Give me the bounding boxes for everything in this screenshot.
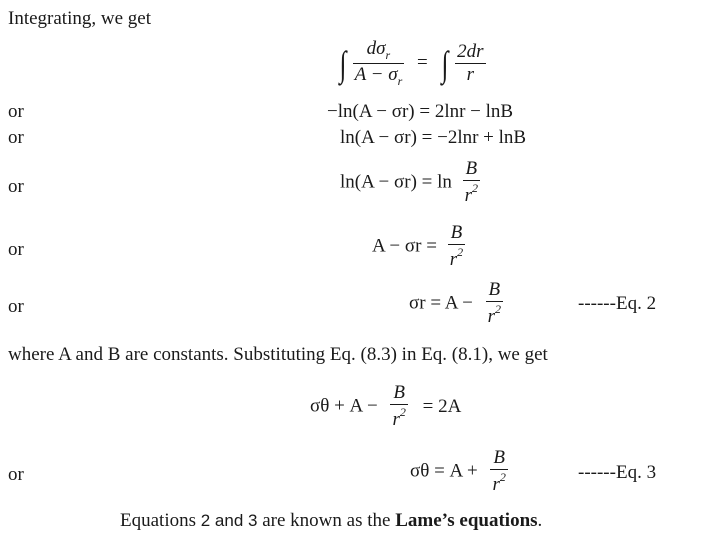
or-label-6: or — [8, 464, 24, 485]
step4-equation: A − σr = $\frac{B}{r^2}$ — [372, 222, 464, 270]
where-text: where A and B are constants. Substituting Eq. (8.3) in Eq. (8.1), we get — [8, 344, 548, 365]
step3-equation: ln(A − σr) = ln $\frac{B}{r^2}$ — [340, 158, 479, 206]
or-label-2: or — [8, 127, 24, 148]
integral-sign: ∫ — [339, 43, 347, 84]
step3-fraction: $\frac{B}{r^2}$ — [464, 158, 479, 206]
equation-numbers: 2 and 3 — [200, 511, 258, 530]
or-label-1: or — [8, 101, 24, 122]
integral-sign-2: ∫ — [441, 43, 449, 84]
eq2-tag: ------Eq. 2 — [578, 293, 657, 314]
substitution-fraction: $\frac{B}{r^2}$ — [392, 382, 406, 430]
step4-fraction: $\frac{B}{r^2}$ — [449, 222, 464, 270]
or-label-5: or — [8, 296, 24, 317]
eq3-tag: ------Eq. 3 — [578, 462, 657, 483]
or-label-3: or — [8, 176, 24, 197]
step2-equation: ln(A − σr) = −2lnr + lnB — [340, 127, 527, 148]
lame-equations-term: Lame’s equations — [395, 510, 538, 531]
substitution-equation: σθ + A − $\frac{B}{r^2}$ = 2A — [310, 382, 462, 430]
step5-fraction: $\frac{B}{r^2}$ — [487, 279, 502, 327]
intro-text: Integrating, we get — [8, 8, 151, 29]
step1-equation: −ln(A − σr) = 2lnr − lnB — [327, 101, 514, 122]
final-equation: σθ = A + $\frac{B}{r^2}$ — [410, 447, 506, 495]
conclusion-text: Equations 2 and 3 are known as the Lame’s equations. — [120, 510, 543, 531]
or-label-4: or — [8, 239, 24, 260]
integral-rhs-fraction: $\frac{2dr}{r}$ — [457, 41, 484, 85]
integral-lhs-fraction: $\frac{d\sigma_r}{A - \sigma_r}$ — [354, 38, 403, 88]
final-fraction: $\frac{B}{r^2}$ — [492, 447, 506, 495]
step5-equation: σr = A − $\frac{B}{r^2}$ — [409, 279, 502, 327]
integral-equation: ∫ $\frac{d\sigma_r}{A - \sigma_r}$ = ∫ $\frac{2dr}{r}$ — [339, 38, 484, 88]
